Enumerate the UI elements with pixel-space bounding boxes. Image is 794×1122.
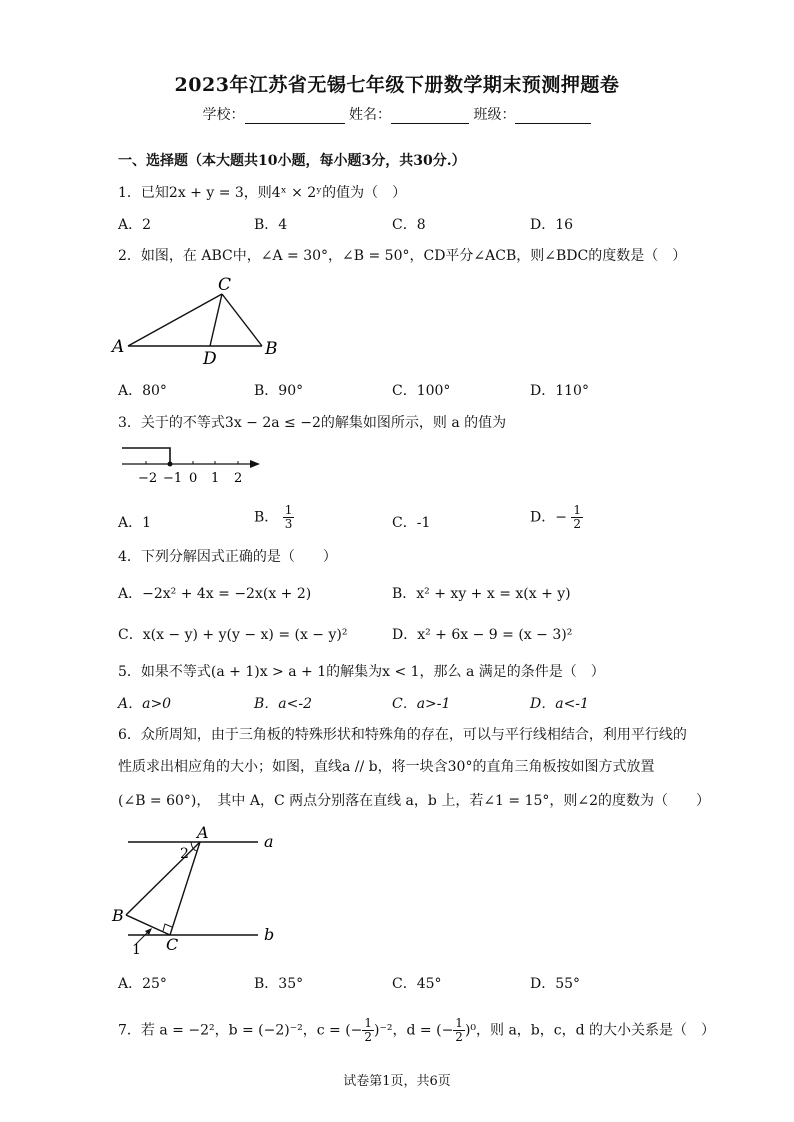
q2-triangle-figure xyxy=(108,272,288,368)
tick-label: 2 xyxy=(234,471,243,486)
axis-arrow xyxy=(250,460,260,468)
option-letter: B． xyxy=(254,509,279,526)
q7-part-d: )⁰，则 a，b，c，d 的大小关系是（ ） xyxy=(464,1022,716,1039)
question-6-line-1: 6．众所周知，由于三角板的特殊形状和特殊角的存在，可以与平行线相结合，利用平行线的 xyxy=(118,727,687,743)
fraction: $\frac{1}{3}$ xyxy=(284,503,293,531)
q1-option-c[interactable]: C．8 xyxy=(392,217,426,233)
q6-option-c[interactable]: C．45° xyxy=(392,976,442,992)
label-a: A xyxy=(112,337,125,357)
q4-option-c[interactable]: C．x(x − y) + y(y − x) = (x − y)² xyxy=(118,627,348,643)
label-d: D xyxy=(203,349,217,368)
q4-option-a[interactable]: A．−2x² + 4x = −2x(x + 2) xyxy=(118,586,312,602)
solid-point xyxy=(168,462,173,467)
label-angle-1: 1 xyxy=(132,942,141,958)
side-cb xyxy=(222,294,262,346)
tick-label: −1 xyxy=(163,471,183,486)
q5-option-c[interactable]: C．a>-1 xyxy=(392,696,451,712)
q2-option-d[interactable]: D．110° xyxy=(530,383,589,399)
q5-option-b[interactable]: B．a<-2 xyxy=(254,696,313,712)
label-c-point: C xyxy=(166,935,179,954)
fraction: $\frac{1}{2}$ xyxy=(455,1016,463,1044)
section-heading: 一、选择题（本大题共10小题，每小题3分，共30分.） xyxy=(118,153,466,169)
q6-option-d[interactable]: D．55° xyxy=(530,976,581,992)
q4-option-d[interactable]: D．x² + 6x − 9 = (x − 3)² xyxy=(392,627,573,643)
q1-option-a[interactable]: A．2 xyxy=(118,217,152,233)
label-c: C xyxy=(218,275,232,295)
question-6-line-2: 性质求出相应角的大小；如图，直线a // b，将一块含30°的直角三角板按如图方式放置 xyxy=(118,759,655,775)
question-3-stem: 3．关于的不等式3x − 2a ≤ −2的解集如图所示，则 a 的值为 xyxy=(118,415,507,431)
q5-option-a[interactable]: A．a>0 xyxy=(118,696,172,712)
tick-label: 1 xyxy=(211,471,220,486)
q1-option-d[interactable]: D．16 xyxy=(530,217,574,233)
right-angle-mark xyxy=(163,924,172,931)
q3-option-b[interactable] xyxy=(254,504,294,531)
q2-option-c[interactable]: C．100° xyxy=(392,383,451,399)
school-blank[interactable] xyxy=(245,109,345,124)
q4-option-b[interactable]: B．x² + xy + x = x(x + y) xyxy=(392,586,571,602)
page-title: 2023年江苏省无锡七年级下册数学期末预测押题卷 xyxy=(174,74,620,96)
class-label: 班级： xyxy=(473,107,516,123)
tick-label: 0 xyxy=(189,471,198,486)
name-blank[interactable] xyxy=(391,109,469,124)
name-label: 姓名： xyxy=(349,107,391,123)
q6-option-b[interactable]: B．35° xyxy=(254,976,304,992)
question-7-stem xyxy=(118,1017,715,1044)
option-letter: D．− xyxy=(530,509,567,526)
side-ac xyxy=(128,294,222,346)
school-label: 学校： xyxy=(202,107,245,123)
label-line-b: b xyxy=(264,925,275,944)
q2-option-a[interactable]: A．80° xyxy=(118,383,167,399)
q3-option-d[interactable] xyxy=(530,504,583,531)
label-b-point: B xyxy=(112,906,124,925)
label-b: B xyxy=(265,339,278,359)
label-angle-2: 2 xyxy=(180,846,189,862)
q2-option-b[interactable]: B．90° xyxy=(254,383,304,399)
q6-option-a[interactable]: A．25° xyxy=(118,976,167,992)
fraction: $\frac{1}{2}$ xyxy=(364,1016,373,1044)
question-6-line-3: (∠B = 60°)， 其中 A，C 两点分别落在直线 a，b 上，若∠1 = 15°，则∠2的度数为（ ） xyxy=(118,793,711,809)
fraction: $\frac{1}{2}$ xyxy=(573,503,582,531)
class-blank[interactable] xyxy=(515,109,591,124)
segment-cd xyxy=(210,294,222,346)
question-1-stem: 1．已知2x + y = 3，则4ˣ × 2ʸ的值为（ ） xyxy=(118,185,407,201)
q7-part-c: )⁻²，d = (− xyxy=(374,1022,454,1039)
label-line-a: a xyxy=(264,832,274,851)
q1-option-b[interactable]: B．4 xyxy=(254,217,288,233)
page-footer: 试卷第1页，共6页 xyxy=(343,1074,451,1089)
question-5-stem: 5．如果不等式(a + 1)x > a + 1的解集为x < 1，那么 a 满足的条件是（ ） xyxy=(118,664,605,680)
question-4-stem: 4．下列分解因式正确的是（ ） xyxy=(118,549,337,565)
q5-option-d[interactable]: D．a<-1 xyxy=(530,696,589,712)
tick-label: −2 xyxy=(138,471,158,486)
question-2-stem: 2．如图，在 ABC中，∠A = 30°，∠B = 50°，CD平分∠ACB，则∠BDC的度数是（ ） xyxy=(118,248,687,264)
q3-number-line xyxy=(118,440,268,486)
q6-parallel-lines-figure xyxy=(108,822,290,958)
q7-part-ab: 7．若 a = −2²，b = (−2)⁻²，c = (− xyxy=(118,1022,363,1039)
q3-option-a[interactable]: A．1 xyxy=(118,515,152,531)
label-a-point: A xyxy=(197,823,209,842)
student-info xyxy=(0,104,794,124)
q3-option-c[interactable]: C．-1 xyxy=(392,515,431,531)
